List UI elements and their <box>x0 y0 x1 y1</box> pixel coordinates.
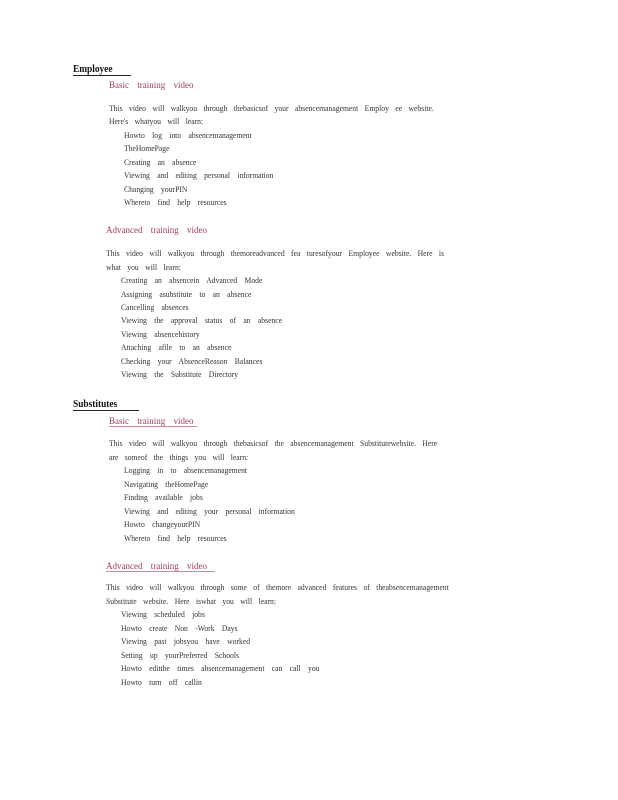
list-item: Finding available jobs <box>124 492 203 502</box>
substitutes-basic-intro-cont: are someof the things you will learn: <box>109 452 249 462</box>
employee-advanced-intro: This video will walkyou through themoreadvanced fea turesofyour Employee website. Here is <box>106 248 444 258</box>
employee-basic-video-link[interactable]: Basic training video <box>109 80 194 90</box>
list-item: Attaching afile to an absence <box>121 342 232 352</box>
list-item: Whereto find help resources <box>124 197 227 207</box>
list-item: Creating an absencein Advanced Mode <box>121 275 263 285</box>
list-item: Cancelling absences <box>121 302 189 312</box>
employee-basic-intro-cont: Here's whatyou will learn: <box>109 116 204 126</box>
link-underline <box>106 571 215 572</box>
list-item: Viewing and editing your personal information <box>124 506 295 516</box>
list-item: Viewing past jobsyou have worked <box>121 636 251 646</box>
list-item: Checking your AbsenceReason Balances <box>121 356 263 366</box>
list-item: Navigating theHomePage <box>124 479 209 489</box>
list-item: Viewing absencehistory <box>121 329 200 339</box>
heading-underline <box>73 75 131 76</box>
link-underline <box>109 426 197 427</box>
substitutes-advanced-video-link[interactable]: Advanced training video <box>106 561 207 571</box>
list-item: Viewing the approval status of an absence <box>121 315 283 325</box>
list-item: Howto log into absencemanagement <box>124 130 252 140</box>
list-item: Whereto find help resources <box>124 533 227 543</box>
substitutes-basic-intro: This video will walkyou through thebasicsof the absencemanagement Substitutewebsite. Here <box>109 438 438 448</box>
section-heading-employee: Employee <box>73 63 113 75</box>
list-item: Assigning asubstitute to an absence <box>121 289 252 299</box>
list-item: Howto changeyourPIN <box>124 519 201 529</box>
list-item: Creating an absence <box>124 157 197 167</box>
list-item: Logging in to absencemanagement <box>124 465 248 475</box>
list-item: TheHomePage <box>124 143 170 153</box>
substitutes-advanced-intro: This video will walkyou through some of themore advanced features of theabsencemanagement <box>106 582 449 592</box>
list-item: Howto editthe times absencemanagement can call you <box>121 663 320 673</box>
list-item: Viewing the Substitute Directory <box>121 369 239 379</box>
substitutes-advanced-intro-cont: Substitute website. Here iswhat you will learn: <box>106 596 276 606</box>
list-item: Viewing and editing personal information <box>124 170 274 180</box>
section-heading-substitutes: Substitutes <box>73 398 118 410</box>
heading-underline <box>73 410 139 411</box>
substitutes-basic-video-link[interactable]: Basic training video <box>109 416 194 426</box>
list-item: Viewing scheduled jobs <box>121 609 205 619</box>
list-item: Howto turn off callin <box>121 677 202 687</box>
list-item: Howto create Non -Work Days <box>121 623 238 633</box>
list-item: Setting up yourPreferred Schools <box>121 650 239 660</box>
list-item: Changing yourPIN <box>124 184 188 194</box>
employee-advanced-intro-cont: what you will learn: <box>106 262 181 272</box>
employee-basic-intro: This video will walkyou through thebasicsof your absencemanagement Employ ee website. <box>109 103 434 113</box>
employee-advanced-video-link[interactable]: Advanced training video <box>106 225 207 235</box>
